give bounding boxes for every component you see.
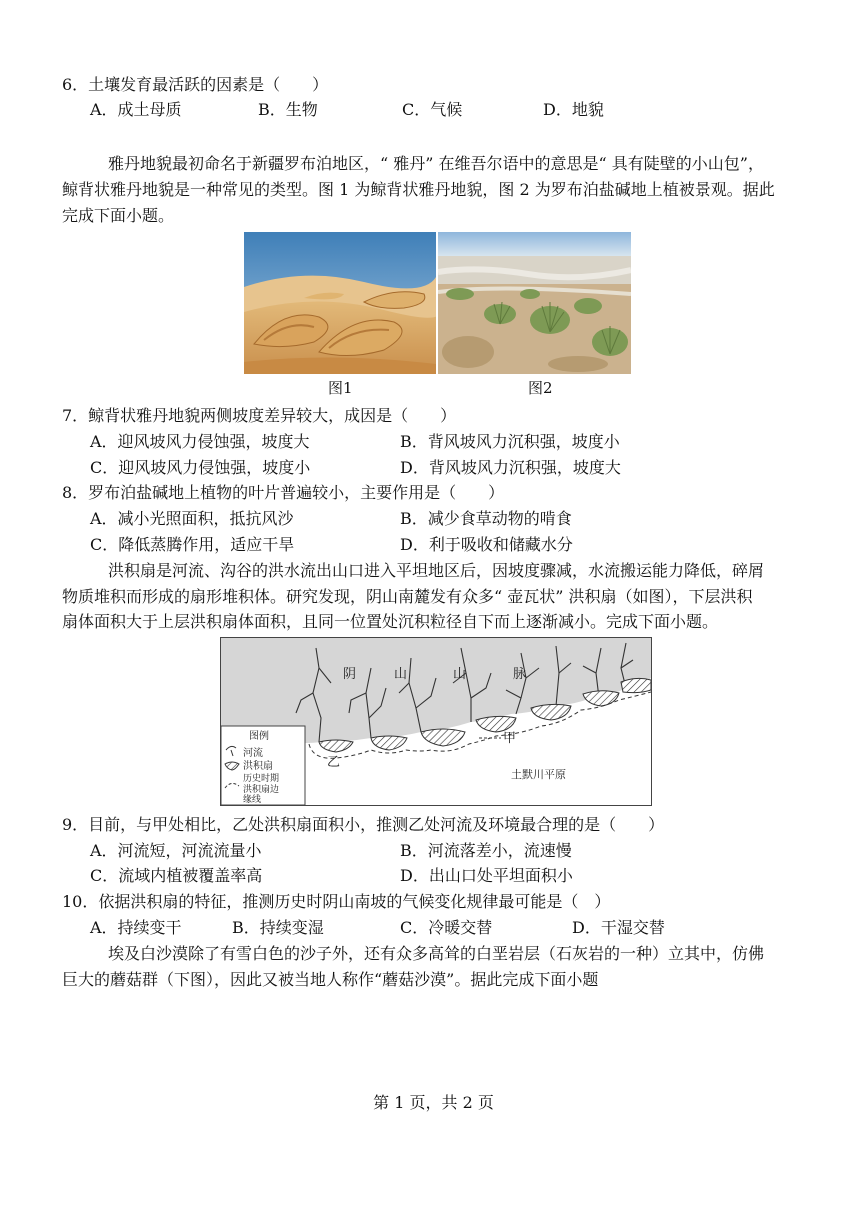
legend-hist-3: 缘线 [243,795,262,805]
q10-stem: 10．依据洪积扇的特征，推测历史时阴山南坡的气候变化规律最可能是（ ） [62,892,611,911]
mountain-char-1: 阴 [343,667,357,682]
label-yi: 乙 [327,755,341,770]
q7-option-d: D．背风坡风力沉积强，坡度大 [400,458,621,477]
legend-river: 河流 [243,748,263,759]
figure-1-yardang-photo [244,232,436,374]
legend-fan: 洪积扇 [243,761,273,772]
passage3-line1: 埃及白沙漠除了有雪白色的沙子外，还有众多高耸的白垩岩层（石灰岩的一种）立其中，仿佛 [108,944,765,963]
label-jia: 甲 [503,731,517,746]
figure-2-caption: 图2 [528,379,553,397]
passage3-line2: 巨大的蘑菇群（下图），因此又被当地人称作“蘑菇沙漠”。据此完成下面小题 [62,970,599,989]
q7-option-a: A．迎风坡风力侵蚀强，坡度大 [90,432,310,451]
page-number: 第 1 页，共 2 页 [373,1093,494,1112]
plain-label: 土默川平原 [511,768,566,781]
q9-option-c: C．流域内植被覆盖率高 [90,866,263,885]
q9-option-a: A．河流短，河流流量小 [90,841,262,860]
q6-option-b: B．生物 [258,100,318,119]
mountain-char-4: 脉 [513,667,527,682]
q7-option-c: C．迎风坡风力侵蚀强，坡度小 [90,458,311,477]
q10-option-a: A．持续变干 [90,918,182,937]
q10-option-c: C．冷暖交替 [400,918,493,937]
legend-title: 图例 [249,731,269,742]
q10-option-b: B．持续变湿 [232,918,324,937]
passage2-line2: 物质堆积而形成的扇形堆积体。研究发现，阴山南麓发有众多“ 壶瓦状” 洪积扇（如图），下层洪积 [62,587,753,606]
q7-stem: 7．鲸背状雅丹地貌两侧坡度差异较大，成因是（ ） [62,406,457,425]
q10-option-d: D．干湿交替 [572,918,665,937]
figure-2-saline-land-photo [438,232,631,374]
legend-hist-2: 洪积扇边 [243,785,280,795]
q8-option-b: B．减少食草动物的啃食 [400,509,572,528]
q6-option-c: C．气候 [402,100,463,119]
passage1-line3: 完成下面小题。 [62,206,175,225]
q7-option-b: B．背风坡风力沉积强，坡度小 [400,432,620,451]
legend-hist-1: 历史时期 [243,774,280,784]
q8-option-d: D．利于吸收和储藏水分 [400,535,573,554]
passage2-line3: 扇体面积大于上层洪积扇体面积，且同一位置处沉积粒径自下而上逐渐减小。完成下面小题。 [62,612,719,631]
q9-option-d: D．出山口处平坦面积小 [400,866,573,885]
passage1-line1: 雅丹地貌最初命名于新疆罗布泊地区，“ 雅丹” 在维吾尔语中的意思是“ 具有陡壁的小山包”， [108,154,764,173]
passage1-line2: 鲸背状雅丹地貌是一种常见的类型。图 1 为鲸背状雅丹地貌，图 2 为罗布泊盐碱地上植被景观。据此 [62,180,775,199]
mountain-char-2: 山 [394,667,408,682]
passage2-line1: 洪积扇是河流、沟谷的洪水流出山口进入平坦地区后，因坡度骤减，水流搬运能力降低，碎屑 [108,561,765,580]
q8-option-a: A．减小光照面积，抵抗风沙 [90,509,294,528]
q9-option-b: B．河流落差小，流速慢 [400,841,572,860]
q6-option-d: D．地貌 [543,100,604,119]
q6-option-a: A．成土母质 [90,100,182,119]
mountain-char-3: 山 [453,667,467,682]
figure-1-caption: 图1 [328,379,353,397]
q9-stem: 9．目前，与甲处相比，乙处洪积扇面积小，推测乙处河流及环境最合理的是（ ） [62,815,665,834]
q6-stem: 6．土壤发育最活跃的因素是（ ） [62,75,329,94]
alluvial-fan-map [220,637,652,806]
q8-option-c: C．降低蒸腾作用，适应干旱 [90,535,295,554]
q8-stem: 8．罗布泊盐碱地上植物的叶片普遍较小，主要作用是（ ） [62,483,505,502]
